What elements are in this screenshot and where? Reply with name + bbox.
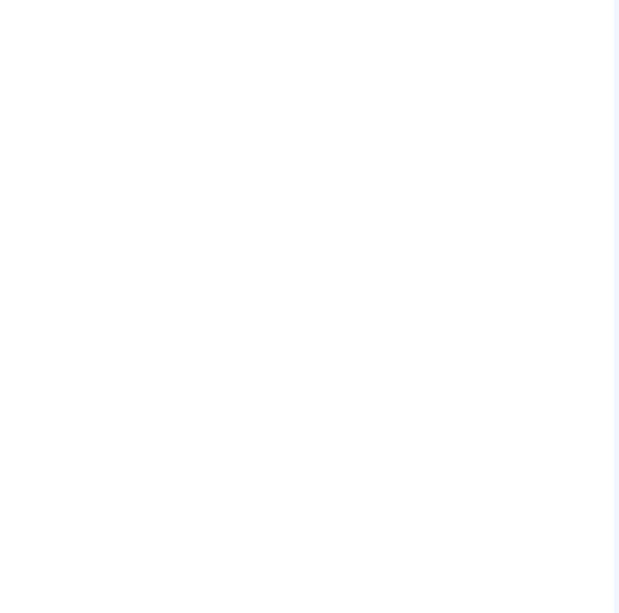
adjacent-column-strip [614, 0, 619, 613]
